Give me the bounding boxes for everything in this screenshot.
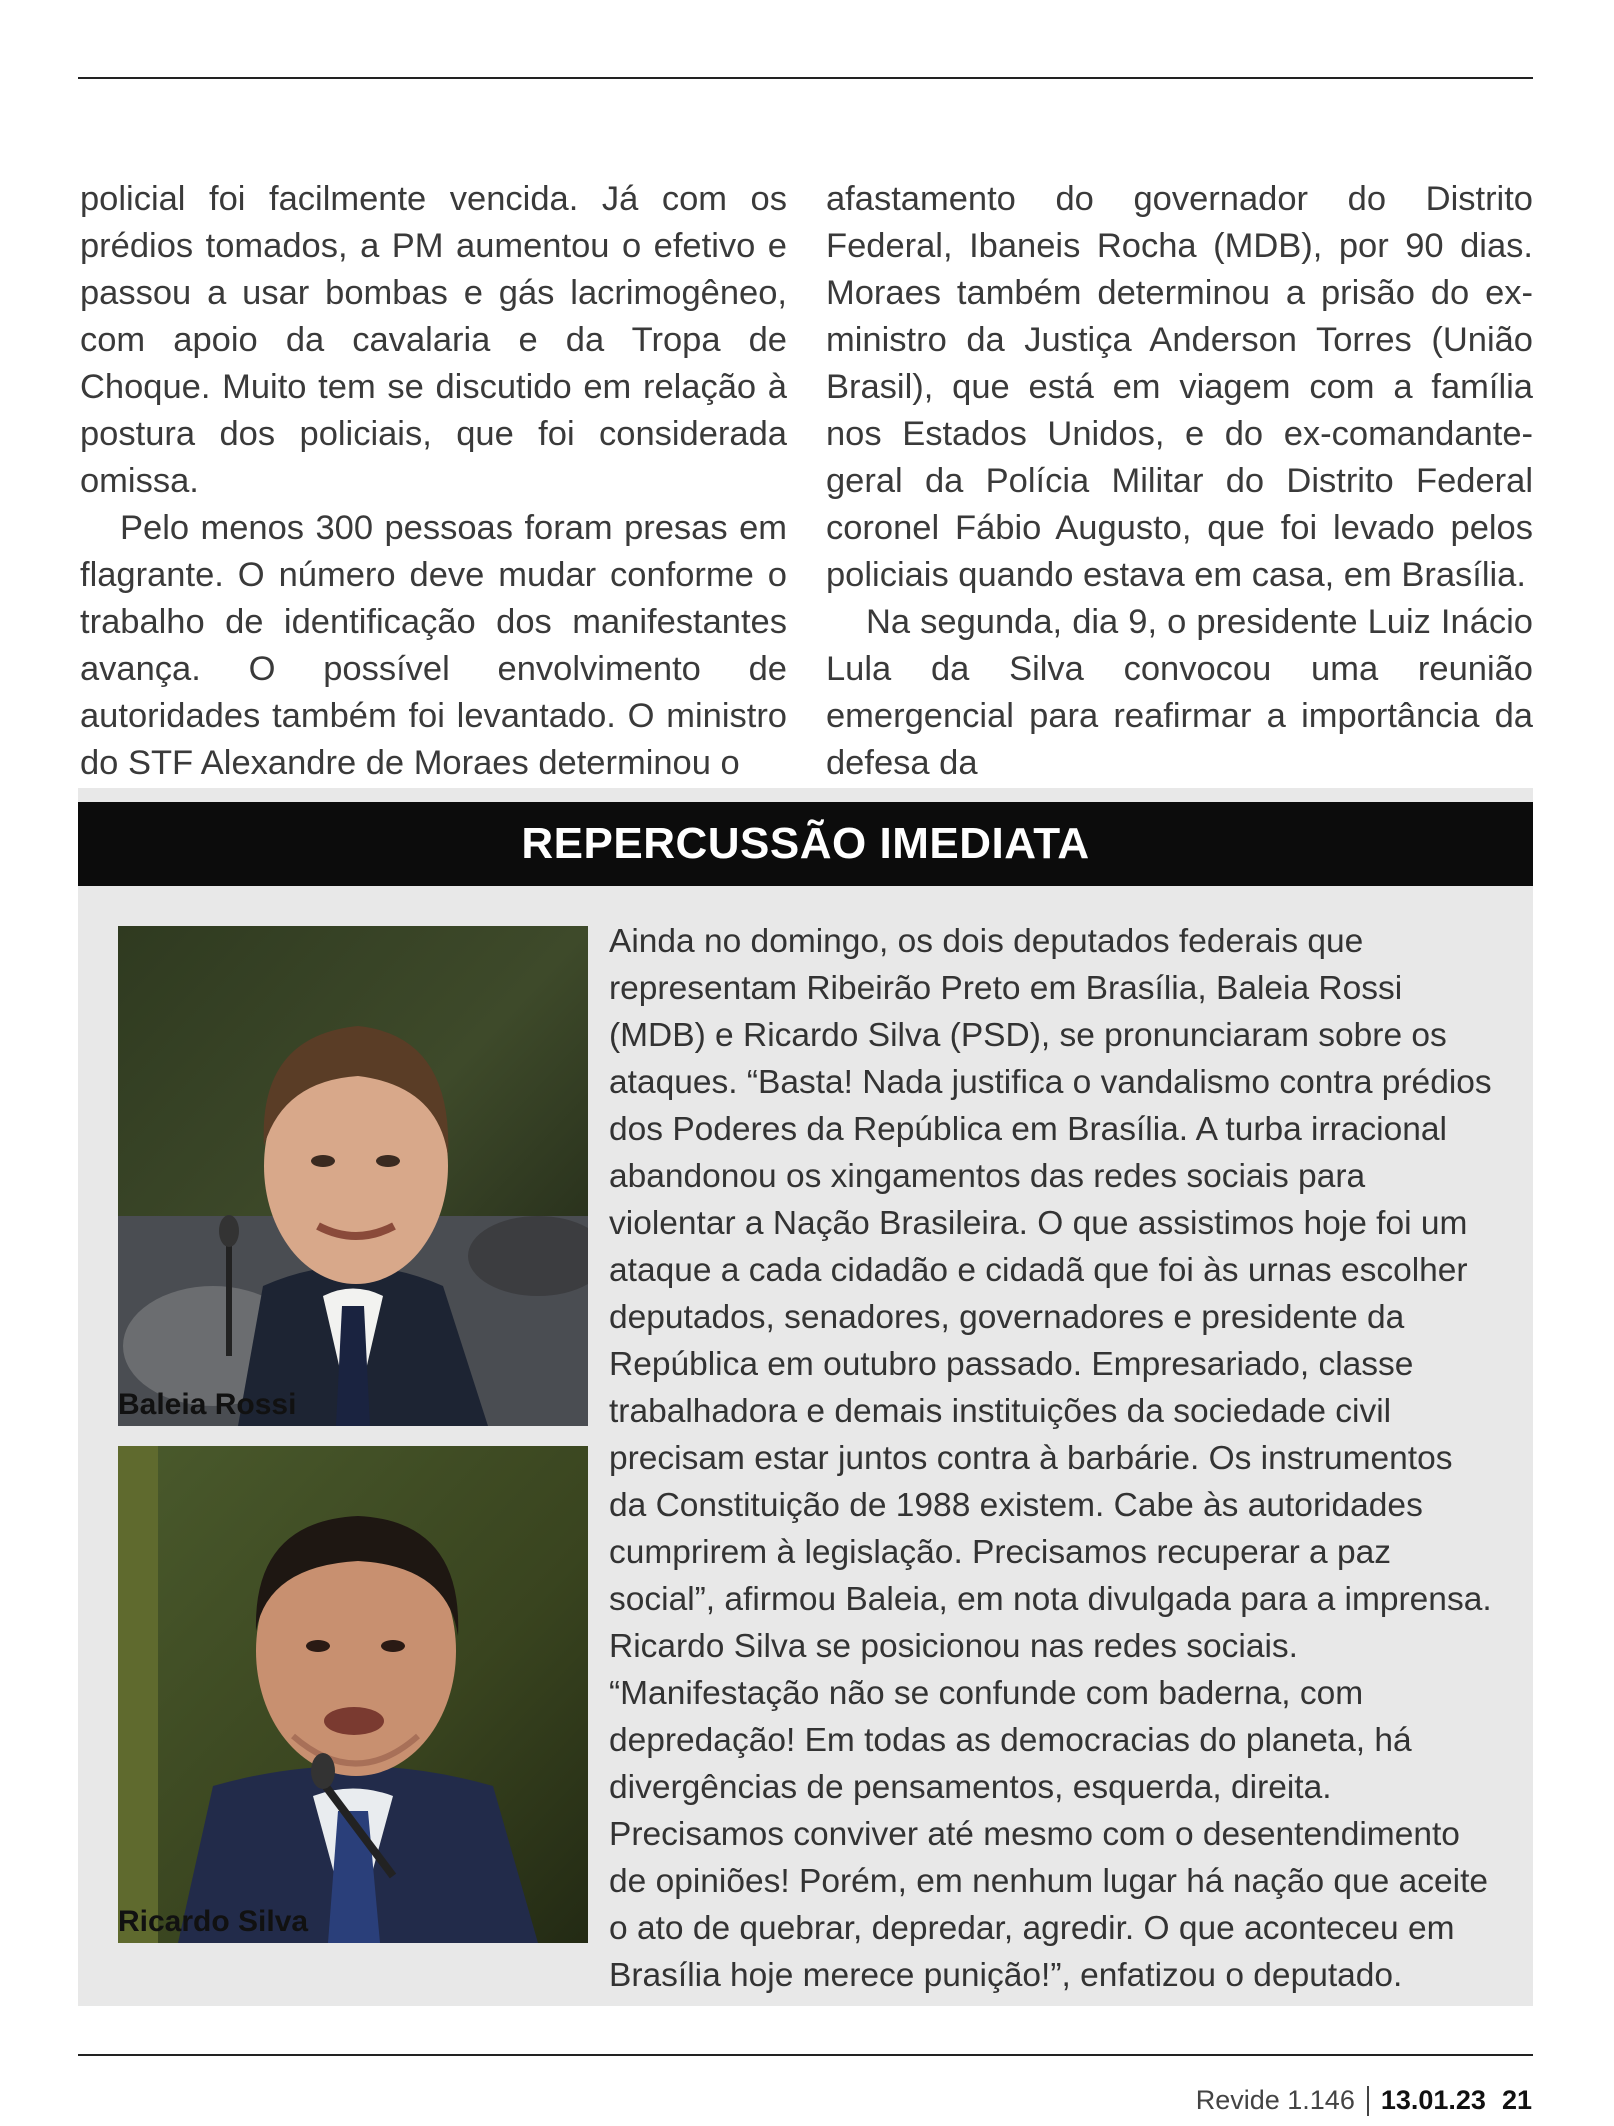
page-number: 21	[1501, 2085, 1532, 2115]
article-left-column	[80, 176, 787, 787]
article-paragraph: Pelo menos 300 pessoas foram presas em flagrante. O número deve mudar conforme o trabalho de identificação dos manifestantes avança. O possível envolvimento de autoridades também foi levantado. O ministro do STF Alexandre de Moraes determinou o	[80, 509, 787, 782]
article-right-column	[826, 176, 1533, 787]
portrait-image	[118, 1446, 588, 1943]
photo-caption: Ricardo Silva	[118, 1905, 309, 1938]
baleia-rossi-photo	[118, 926, 588, 1426]
issue-date: 13.01.23	[1380, 2085, 1486, 2115]
publication-name: Revide 1.146	[1195, 2085, 1355, 2115]
ricardo-silva-photo	[118, 1446, 588, 1943]
sidebar-body: Ainda no domingo, os dois deputados federais que representam Ribeirão Preto em Brasília, Baleia Rossi (MDB) e Ricardo Silva (PSD), se pronunciaram sobre os ataques. “Basta! Nada justifica o vandalismo contra prédios dos Poderes da República em Brasília. A turba irracional abandonou os xingamentos das redes sociais para violentar a Nação Brasileira. O que assistimos hoje foi um ataque a cada cidadão e cidadã que foi às urnas escolher deputados, senadores, governadores e presidente da República em outubro passado. Empresariado, classe trabalhadora e demais instituições da sociedade civil precisam estar juntos contra à barbárie. Os instrumentos da Constituição de 1988 existem. Cabe às autoridades cumprirem à legislação. Precisamos recuperar a paz social”, afirmou Baleia, em nota divulgada para a imprensa. Ricardo Silva se posicionou nas redes sociais. “Manifestação não se confunde com baderna, com depredação! Em todas as democracias do planeta, há divergências de pensamentos, esquerda, direita. Precisamos conviver até mesmo com o desentendimento de opiniões! Porém, em nenhum lugar há nação que aceite o ato de quebrar, depredar, agredir. O que aconteceu em Brasília hoje merece punição!”, enfatizou o deputado.	[609, 923, 1492, 1994]
article-paragraph: afastamento do governador do Distrito Federal, Ibaneis Rocha (MDB), por 90 dias. Moraes também determinou a prisão do ex-ministro da Justiça Anderson Torres (União Brasil), que está em viagem com a família nos Estados Unidos, e do ex-comandante-geral da Polícia Militar do Distrito Federal coronel Fábio Augusto, que foi levado pelos policiais quando estava em casa, em Brasília.	[826, 180, 1533, 594]
sidebar-box	[78, 788, 1533, 2006]
article-paragraph: policial foi facilmente vencida. Já com os prédios tomados, a PM aumentou o efetivo e passou a usar bombas e gás lacrimogêneo, com apoio da cavalaria e da Tropa de Choque. Muito tem se discutido em relação à postura dos policiais, que foi considerada omissa.	[80, 180, 787, 500]
photo-caption: Baleia Rossi	[118, 1388, 297, 1421]
top-rule	[78, 77, 1533, 79]
sidebar-title: REPERCUSSÃO IMEDIATA	[78, 802, 1533, 886]
footer-divider	[1367, 2086, 1369, 2116]
article-paragraph: Na segunda, dia 9, o presidente Luiz Inácio Lula da Silva convocou uma reunião emergencial para reafirmar a importância da defesa da	[826, 603, 1533, 782]
bottom-rule	[78, 2054, 1533, 2056]
page-footer	[1196, 2085, 1532, 2116]
portrait-image	[118, 926, 588, 1426]
